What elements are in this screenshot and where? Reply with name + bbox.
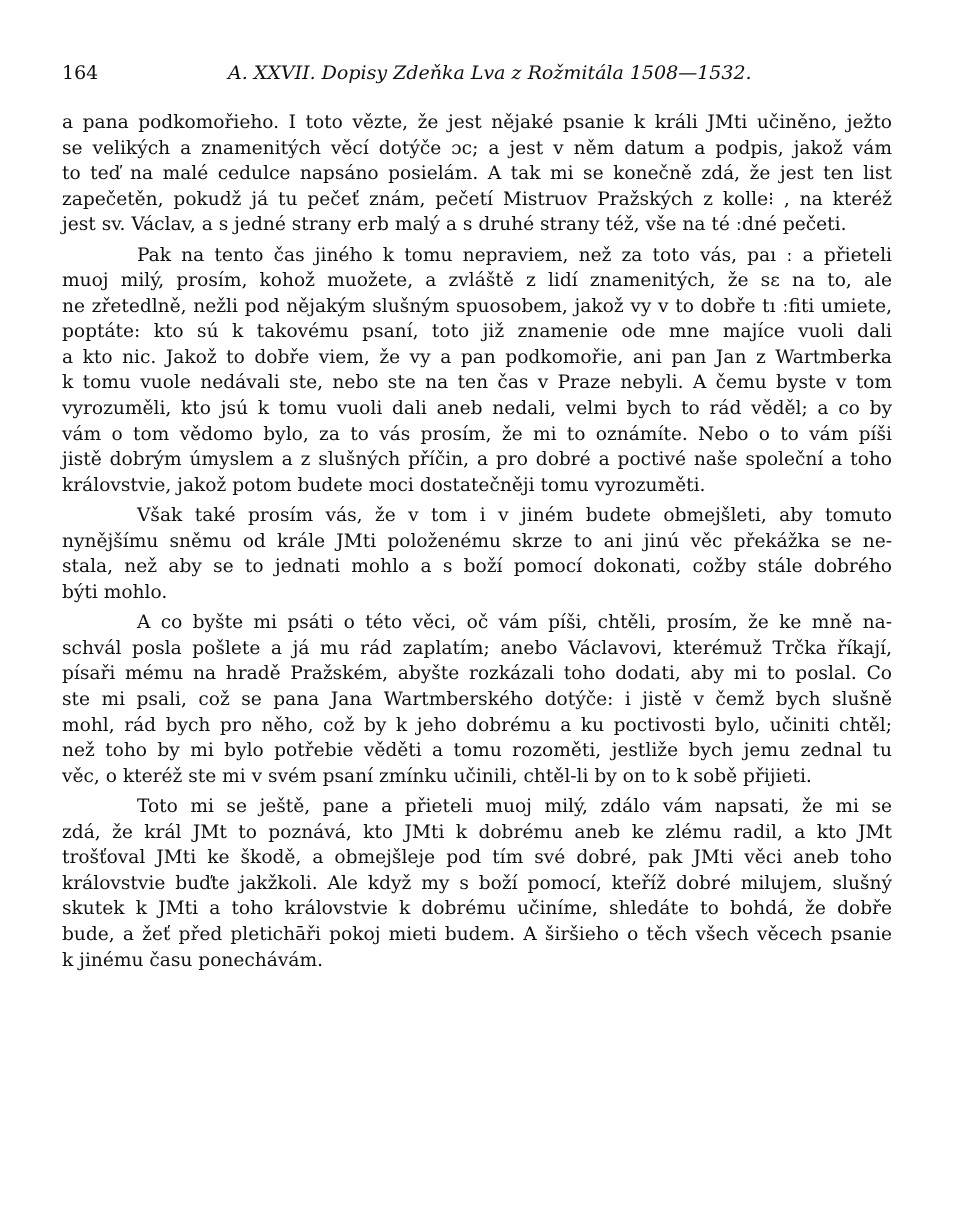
text-line: věc, o kteréž ste mi v svém psaní zmínku učinili, chtěl-li by on to k sobě přijieti. xyxy=(62,765,812,787)
text-line: poptáte: kto sú k takovému psaní, toto již znamenie ode mne majíce vuoli dali xyxy=(62,321,892,343)
paragraph xyxy=(62,110,892,238)
text-line: nynějšímu sněmu od krále JMti položenému skrze to ani jinú věc překážka se ne- xyxy=(62,530,892,552)
paragraph xyxy=(62,610,892,789)
text-line: zdá, že král JMt to poznává, kto JMti k dobrému aneb ke zlému radil, a kto JMt xyxy=(62,821,892,843)
body-text xyxy=(62,110,892,978)
running-title: A. XXVII. Dopisy Zdeňka Lva z Rožmitála 1508—1532. xyxy=(228,62,752,84)
text-line: než toho by mi bylo potřebie věděti a tomu rozoměti, jestliže bych jemu zednal tu xyxy=(62,740,892,762)
text-line: k tomu vuole nedávali ste, nebo ste na ten čas v Praze nebyli. A čemu byste v tom xyxy=(62,372,892,394)
text-line: jest sv. Václav, a s jedné strany erb malý a s druhé strany též, vše na té ːdné pečeti. xyxy=(62,214,847,236)
paragraph xyxy=(62,243,892,498)
text-line: A co byšte mi psáti o této věci, oč vám píši, chtěli, prosím, že ke mně na- xyxy=(137,612,892,634)
text-line: trošťoval JMti ke škodě, a obmejšleje pod tím své dobré, pak JMti věci aneb toho xyxy=(62,847,892,869)
text-line: se velikých a znamenitých věcí dotýče ɔc; a jest v něm datum a podpis, jakož vám xyxy=(62,137,892,159)
text-line: to teď na malé cedulce napsáno posielám. A tak mi se konečně zdá, že jest ten list xyxy=(62,163,892,185)
page-number: 164 xyxy=(62,62,99,84)
text-line: královstvie buďte jakžkoli. Ale když my s boží pomocí, kteříž dobré milujem, slušný xyxy=(62,872,892,894)
text-line: stala, než aby se to jednati mohlo a s boží pomocí dokonati, cožby stále dobrého xyxy=(62,556,892,578)
text-line: a pana podkomořieho. I toto vězte, že jest nějaké psanie k králi JMti učiněno, ježto xyxy=(62,112,892,133)
text-line: skutek k JMti a toho královstvie k dobrému učiníme, shledáte to bohdá, že dobře xyxy=(62,898,892,920)
text-line: Toto mi se ještě, pane a přieteli muoj milý, zdálo vám napsati, že mi se xyxy=(137,796,892,818)
text-line: a kto nic. Jakož to dobře viem, že vy a pan podkomořie, ani pan Jan z Wartmberka xyxy=(62,346,892,368)
text-line: Však také prosím vás, že v tom i v jiném budete obmejšleti, aby tomuto xyxy=(137,505,892,527)
text-line: k jinému času ponechávám. xyxy=(62,949,323,971)
text-line: písaři mému na hradě Pražském, abyšte rozkázali toho dodati, aby mi to poslal. Co xyxy=(62,663,892,685)
text-line: bude, a žeť před pletichāři pokoj mieti budem. A širšieho o těch všech věcech psanie xyxy=(62,923,892,945)
text-line: královstvie, jakož potom budete moci dostatečněji tomu vyrozuměti. xyxy=(62,474,706,496)
text-line: zapečetěn, pokudž já tu pečeť znám, pečetí Mistruov Pražských z kolle⁝ , na kteréž xyxy=(62,188,892,210)
text-line: vyrozuměli, kto jsú k tomu vuoli dali aneb nedali, velmi bych to rád věděl; a co by xyxy=(62,398,892,420)
text-line: schvál posla pošlete a já mu rád zaplatím; anebo Václavovi, kterémuž Trčka říkají, xyxy=(62,637,892,659)
text-line: jistě dobrým úmyslem a z slušných příčin, a pro dobré a poctivé naše společní a toho xyxy=(62,449,892,471)
paragraph xyxy=(62,794,892,973)
text-line: vám o tom vědomo bylo, za to vás prosím, že mi to oznámíte. Nebo o to vám píši xyxy=(62,423,892,445)
text-line: mohl, rád bych pro něho, což by k jeho dobrému a ku poctivosti bylo, učiniti chtěl; xyxy=(62,714,892,736)
text-line: ne zřetedlně, nežli pod nějakým slušným spuosobem, jakož vy v to dobře tı ːfiti umiete, xyxy=(62,295,892,317)
paragraph xyxy=(62,503,892,605)
page-header xyxy=(62,62,892,92)
text-line: ste mi psali, což se pana Jana Wartmberského dotýče: i jistě v čemž bych slušně xyxy=(62,689,892,711)
text-line: býti mohlo. xyxy=(62,581,168,603)
text-line: Pak na tento čas jiného k tomu nepraviem, než za toto vás, paı ː a přieteli xyxy=(137,244,892,266)
text-line: muoj milý, prosím, kohož muožete, a zvláště z lidí znamenitých, že sɛ na to, ale xyxy=(62,270,892,292)
